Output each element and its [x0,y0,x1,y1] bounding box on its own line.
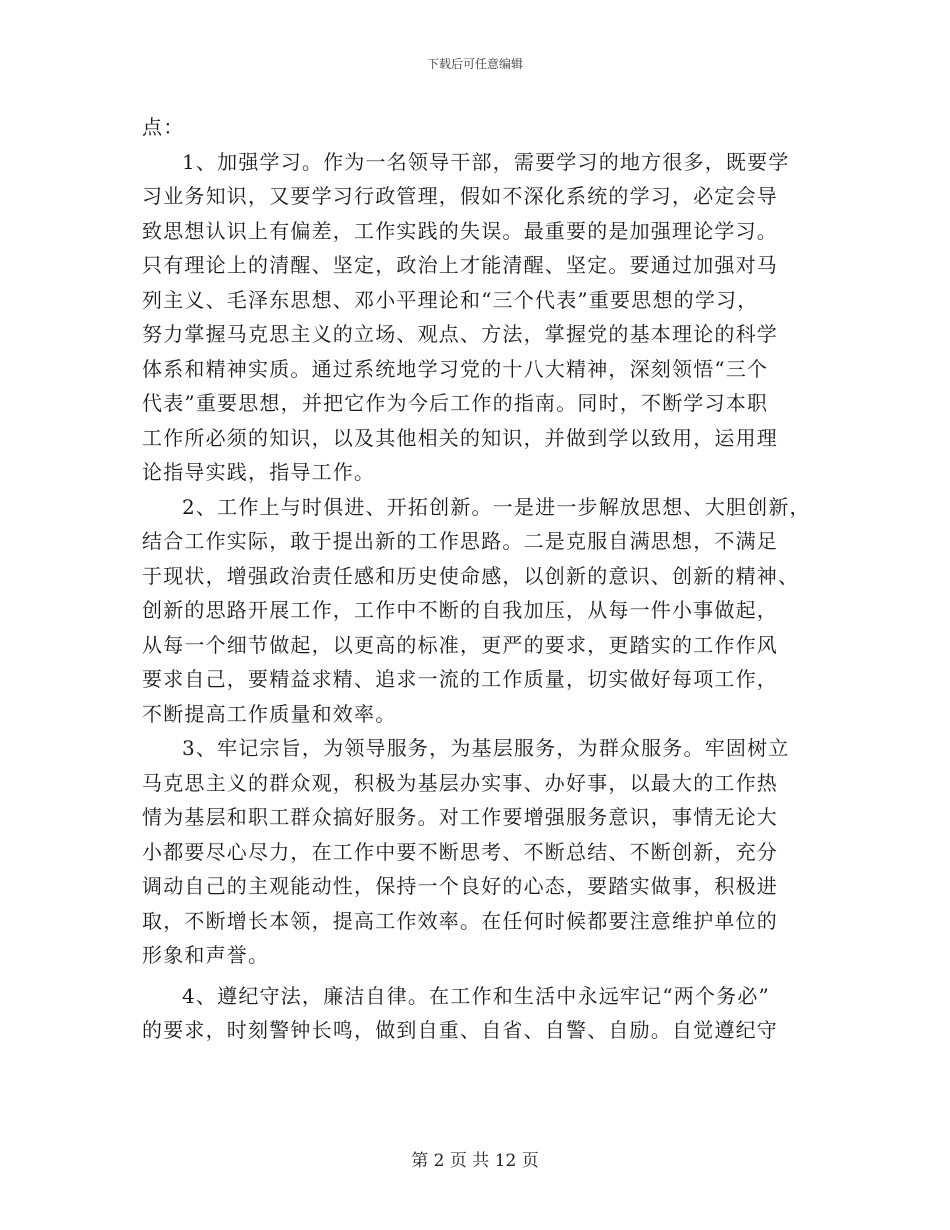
text-line: 列主义、毛泽东思想、邓小平理论和“三个代表”重要思想的学习， [142,287,759,312]
text-line: 马克思主义的群众观，积极为基层办实事、办好事，以最大的工作热 [142,770,778,795]
text-line: 创新的思路开展工作，工作中不断的自我加压，从每一件小事做起， [142,598,778,622]
page-header: 下载后可任意编辑 [426,57,523,71]
text-line: 小都要尽心尽力，在工作中要不断思考、不断总结、不断创新，充分 [142,839,778,864]
text-line: 情为基层和职工群众搞好服务。对工作要增强服务意识，事情无论大 [142,805,778,829]
text-line: 调动自己的主观能动性，保持一个良好的心态，要踏实做事，积极进 [142,874,778,898]
text-line: 努力掌握马克思主义的立场、观点、方法，掌握党的基本理论的科学 [142,322,778,346]
paragraph-3-start: 3、牢记宗旨，为领导服务，为基层服务，为群众服务。牢固树立 [182,736,790,760]
text-line: 工作所必须的知识，以及其他相关的知识，并做到学以致用，运用理 [142,425,778,450]
text-line: 不断提高工作质量和效率。 [142,701,397,726]
text-line: 致思想认识上有偏差，工作实践的失误。最重要的是加强理论学习。 [142,218,778,243]
text-line: 的要求，时刻警钟长鸣，做到自重、自省、自警、自励。自觉遵纪守 [142,1018,778,1042]
paragraph-1-start: 1、加强学习。作为一名领导干部，需要学习的地方很多，既要学 [182,149,790,174]
text-line: 要求自己，要精益求精、追求一流的工作质量，切实做好每项工作， [142,667,778,691]
paragraph-4-start: 4、遵纪守法，廉洁自律。在工作和生活中永远牢记“两个务必” [182,983,770,1008]
text-line: 点： [142,115,185,139]
text-line: 习业务知识，又要学习行政管理，假如不深化系统的学习，必定会导 [142,184,778,208]
text-line: 代表”重要思想，并把它作为今后工作的指南。同时，不断学习本职 [142,391,769,415]
paragraph-2-start: 2、工作上与时俱进、开拓创新。一是进一步解放思想、大胆创新， [182,494,811,519]
text-line: 于现状，增强政治责任感和历史使命感，以创新的意识、创新的精神、 [142,563,800,588]
text-line: 形象和声誉。 [142,943,270,967]
text-line: 只有理论上的清醒、坚定，政治上才能清醒、坚定。要通过加强对马 [142,253,778,277]
text-line: 结合工作实际，敢于提出新的工作思路。二是克服自满思想，不满足 [142,529,778,553]
text-line: 体系和精神实质。通过系统地学习党的十八大精神，深刻领悟“三个 [142,356,769,381]
page-footer: 第 2 页 共 12 页 [411,1151,539,1171]
text-line: 论指导实践，指导工作。 [142,460,376,484]
text-line: 从每一个细节做起，以更高的标准，更严的要求，更踏实的工作作风 [142,632,778,657]
document-body [142,110,822,1048]
text-line: 取，不断增长本领，提高工作效率。在任何时候都要注意维护单位的 [142,908,778,933]
